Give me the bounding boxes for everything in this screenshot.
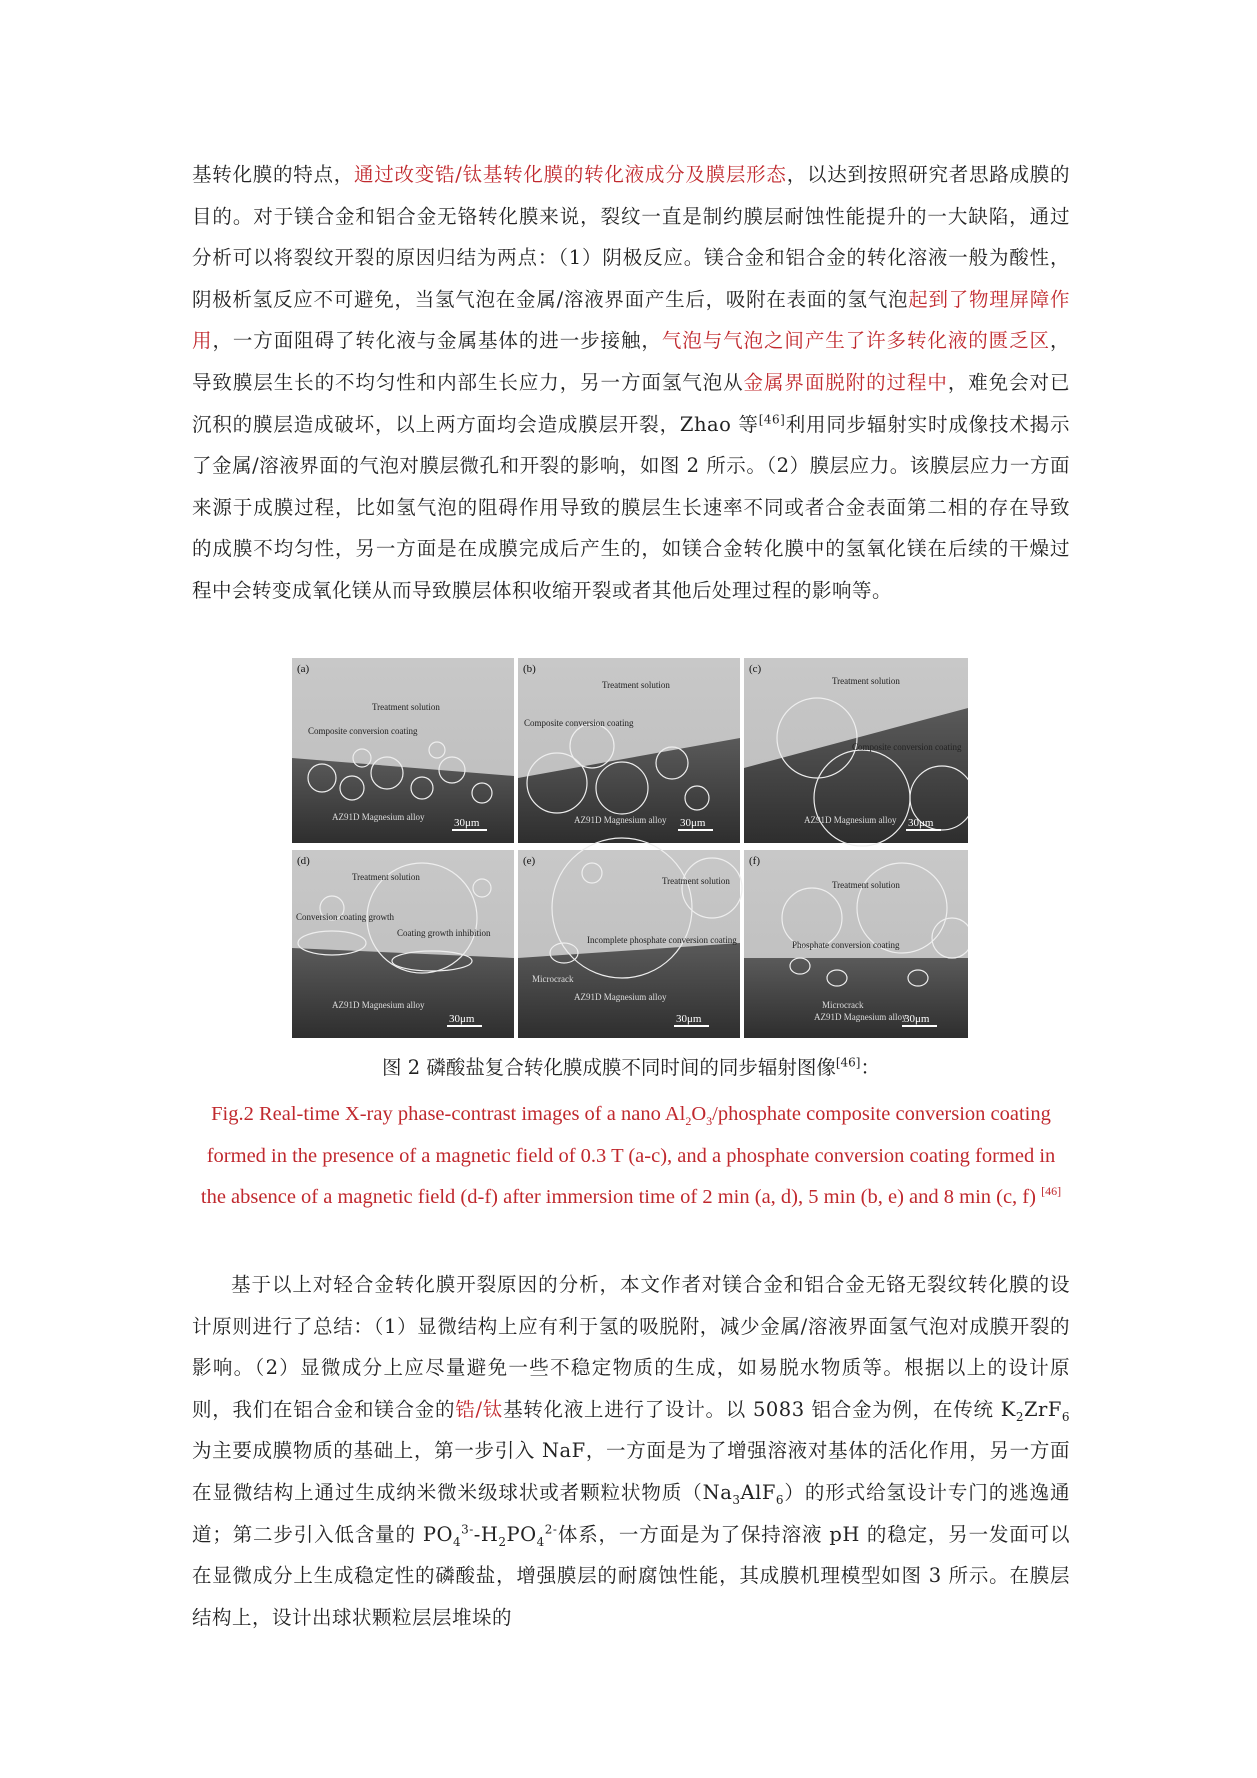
highlighted-text: 通过改变锆/钛基转化膜的转化液成分及膜层形态 <box>354 163 787 186</box>
body-paragraph-1 <box>192 154 1070 612</box>
highlighted-text: 金属界面脱附的过程中 <box>743 370 948 394</box>
panel-note: Incomplete phosphate conversion coating <box>587 935 737 945</box>
subscript: 6 <box>1061 1409 1070 1424</box>
scale-bar-label: 30μm <box>676 1013 702 1025</box>
panel-e <box>518 838 742 1038</box>
panel-note: Microcrack <box>822 1000 864 1010</box>
text: 利用同步辐射实时成像技术揭示了金属/溶液界面的气泡对膜层微孔和开裂的影响，如图 2 所示。（2）膜层应力。该膜层应力一方面来源于成膜过程，比如氢气泡的阻碍作用导致的膜层生长速率不同或者合金表面第二相的存在导致的成膜不均匀性，另一方面是在成膜完成后产生的，如镁合金转化膜中的氢氧化镁在后续的干燥过程中会转变成氧化镁从而导致膜层体积收缩开裂或者其他后处理过程的影响等。 <box>192 412 1070 602</box>
scale-bar-label: 30μm <box>449 1013 475 1025</box>
scale-bar-label: 30μm <box>680 817 706 829</box>
subscript: 4 <box>536 1534 545 1549</box>
panel-note: Treatment solution <box>352 872 420 882</box>
text: 基于以上对轻合金转化膜开裂原因的分析，本文作者对镁合金和铝合金无铬无裂纹转化膜的设计原则进行了总结：（1）显微结构上应有利于氢的吸脱附，减少金属/溶液界面氢气泡对成膜开裂的影响。（2）显微成分上应尽量避免一些不稳定物质的生成，如易脱水物质等。根据以上的设计原则，我们在铝合金和镁合金的 <box>192 1273 1070 1421</box>
text: AlF <box>740 1480 776 1504</box>
caption-text: Fig.2 Real-time X-ray phase-contrast images of a nano Al <box>211 1103 686 1125</box>
panel-note: AZ91D Magnesium alloy <box>814 1012 907 1022</box>
text: ，以达到按照研究者思路成膜的目的。对于镁合金和铝合金无铬转化膜来说，裂纹一直是制约膜层耐蚀性能提升的一大缺陷，通过分析可以将裂纹开裂的原因归结为两点：（1）阴极反应。镁合金和铝合金的转化溶液一般为酸性，阴极析氢反应不可避免，当氢气泡在金属/溶液界面产生后，吸附在表面的氢气泡 <box>192 163 1070 311</box>
text: 体系，一方面是为了保持溶液 pH 的稳定，另一发面可以在显微成分上生成稳定性的磷酸盐，增强膜层的耐腐蚀性能，其成膜机理模型如图 3 所示。在膜层结构上，设计出球状颗粒层层堆垛的 <box>192 1522 1071 1629</box>
panel-label: (e) <box>523 855 536 867</box>
panel-note: Composite conversion coating <box>524 718 634 728</box>
panel-note: Treatment solution <box>602 680 670 690</box>
panel-note: AZ91D Magnesium alloy <box>804 815 897 825</box>
text: 基转化膜的特点， <box>192 163 355 186</box>
text: ，一方面阻碍了转化液与金属基体的进一步接触， <box>212 329 662 353</box>
highlighted-text: 锆/钛 <box>455 1397 504 1421</box>
panel-note: Coating growth inhibition <box>397 928 491 938</box>
panel-b <box>518 658 740 843</box>
caption-punct: ： <box>860 1056 880 1079</box>
subscript: 2 <box>685 1114 692 1129</box>
figure-2 <box>292 658 968 1038</box>
subscript: 3 <box>732 1492 741 1507</box>
figure-caption-chinese <box>192 1052 1070 1080</box>
panel-d <box>292 850 514 1038</box>
panel-note: Composite conversion coating <box>852 742 962 752</box>
panel-label: (c) <box>749 663 762 675</box>
subscript: 2 <box>1015 1409 1024 1424</box>
text: PO <box>506 1522 537 1546</box>
panel-note: Phosphate conversion coating <box>792 940 900 950</box>
panel-label: (f) <box>749 855 760 867</box>
body-paragraph-2 <box>192 1264 1070 1638</box>
text: 为主要成膜物质的基础上，第一步引入 NaF，一方面是为了增强溶液对基体的活化作用，另一方面在显微结构上通过生成纳米微米级球状或者颗粒状物质（Na <box>192 1439 1070 1504</box>
scale-bar-label: 30μm <box>454 817 480 829</box>
caption-text: O <box>691 1103 707 1125</box>
subscript: 3 <box>706 1114 713 1129</box>
highlighted-text: 气泡与气泡之间产生了许多转化液的匮乏区 <box>661 329 1050 353</box>
panel-c <box>744 658 968 846</box>
subscript: 6 <box>775 1492 784 1507</box>
caption-text: 图 2 磷酸盐复合转化膜成膜不同时间的同步辐射图像 <box>382 1056 836 1079</box>
panel-label: (a) <box>297 663 310 675</box>
highlighted-text: 起到了物理屏障作用 <box>192 287 1070 353</box>
citation-ref: [46] <box>758 412 786 427</box>
panel-a <box>292 658 514 843</box>
text: ，难免会对已沉积的膜层造成破坏，以上两方面均会造成膜层开裂，Zhao 等 <box>192 370 1070 436</box>
figure-caption-english <box>192 1094 1070 1219</box>
panel-note: Treatment solution <box>832 676 900 686</box>
panel-note: AZ91D Magnesium alloy <box>574 815 667 825</box>
panel-note: Treatment solution <box>832 880 900 890</box>
scale-bar-label: 30μm <box>904 1013 930 1025</box>
text: ZrF <box>1023 1397 1062 1421</box>
panel-label: (d) <box>297 855 310 867</box>
citation-ref: [46] <box>835 1055 861 1070</box>
text: 基转化液上进行了设计。以 5083 铝合金为例，在传统 K <box>503 1397 1016 1421</box>
text: ）的形式给氢设计专门的逃逸通道；第二步引入低含量的 PO <box>192 1480 1070 1546</box>
panel-note: Conversion coating growth <box>296 912 394 922</box>
panel-note: Microcrack <box>532 974 574 984</box>
panel-note: AZ91D Magnesium alloy <box>332 1000 425 1010</box>
superscript: 3- <box>461 1522 474 1537</box>
citation-ref: [46] <box>1041 1184 1062 1199</box>
panel-note: Composite conversion coating <box>308 726 418 736</box>
panel-f <box>744 850 968 1038</box>
panel-note: AZ91D Magnesium alloy <box>574 992 667 1002</box>
superscript: 2- <box>544 1522 558 1537</box>
panel-label: (b) <box>523 663 536 675</box>
scale-bar-label: 30μm <box>908 817 934 829</box>
caption-text: /phosphate composite conversion coating formed in the presence of a magnetic field of 0.3 T (a-c), and a phosphate conversion coating formed in the absence of a magnetic field (d-f) after immersion time of 2 min (a, d), 5 min (b, e) and 8 min (c, f) <box>200 1103 1056 1208</box>
subscript: 4 <box>452 1534 462 1549</box>
panel-note: Treatment solution <box>372 702 440 712</box>
text: ，导致膜层生长的不均匀性和内部生长应力，另一方面氢气泡从 <box>192 329 1070 394</box>
subscript: 2 <box>498 1534 507 1549</box>
text: -H <box>473 1522 499 1546</box>
panel-note: AZ91D Magnesium alloy <box>332 812 425 822</box>
panel-note: Treatment solution <box>662 876 730 886</box>
